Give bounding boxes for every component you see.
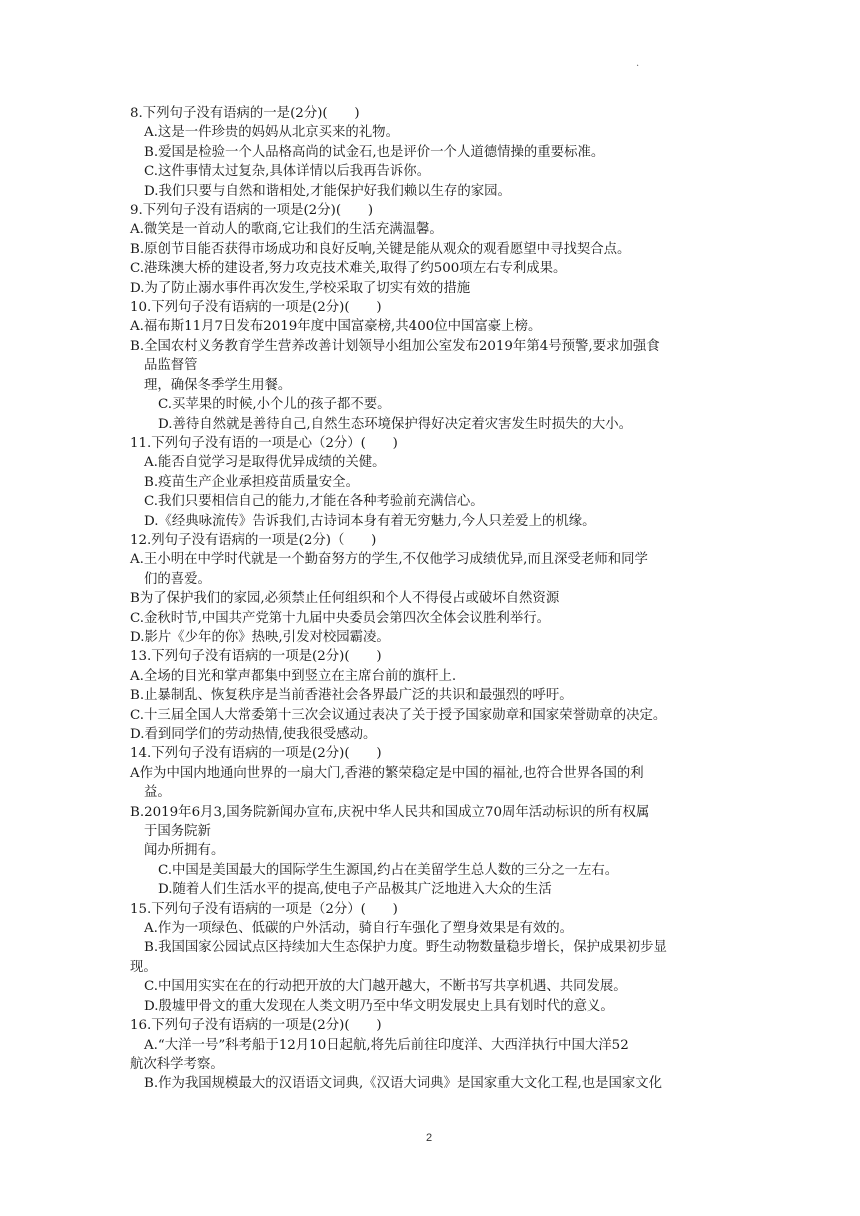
text-line: C.我们只要相信自己的能力,才能在各种考验前充满信心。	[144, 494, 484, 510]
text-line: C.十三届全国人大常委第十三次会议通过表决了关于授予国家勋章和国家荣誉勋章的决定。	[130, 707, 667, 723]
text-line: D.我们只要与自然和谐相处,才能保护好我们赖以生存的家园。	[144, 183, 511, 199]
text-line: A.作为一项绿色、低碳的户外活动，骑自行车强化了塑身效果是有效的。	[144, 921, 574, 937]
text-line: C.中国是美国最大的国际学生生源国,约占在美留学生总人数的三分之一左右。	[158, 862, 619, 878]
text-line: 品监督管	[144, 358, 198, 374]
text-line: 9.下列句子没有语病的一项是(2分)( )	[130, 203, 374, 219]
text-line: A.“大洋一号”科考船于12月10日起航,将先后前往印度洋、大西洋执行中国大洋52	[144, 1037, 629, 1053]
text-line: A.福布斯11月7日发布2019年度中国富豪榜,共400位中国富豪上榜。	[130, 319, 542, 335]
text-line: 闻办所拥有。	[144, 843, 225, 859]
header-mark: .	[636, 58, 640, 69]
text-line: 13.下列句子没有语病的一项是(2分)( )	[130, 649, 382, 665]
text-line: A.这是一件珍贵的妈妈从北京买来的礼物。	[144, 125, 399, 141]
text-line: D.殷墟甲骨文的重大发现在人类文明乃至中华文明发展史上具有划时代的意义。	[144, 998, 614, 1014]
text-line: D.《经典咏流传》告诉我们,古诗词本身有着无穷魅力,今人只差爱上的机缘。	[144, 513, 596, 529]
text-line: 11.下列句子没有语的一项是心（2分）( )	[130, 435, 398, 451]
text-line: D.为了防止溺水事件再次发生,学校采取了切实有效的措施	[130, 280, 471, 296]
text-line: 15.下列句子没有语病的一项是（2分）( )	[130, 901, 398, 917]
text-line: 们的喜爱。	[144, 571, 211, 587]
text-line: B.疫苗生产企业承担疫苗质量安全。	[144, 474, 359, 490]
text-line: 航次科学考察。	[130, 1056, 224, 1072]
text-line: B.止暴制乱、恢复秩序是当前香港社会各界最广泛的共识和最强烈的呼吁。	[130, 688, 573, 704]
text-line: C.买苹果的时候,小个儿的孩子都不要。	[158, 397, 391, 413]
text-line: 理，确保冬季学生用餐。	[144, 377, 292, 393]
text-line: C.金秋时节,中国共产党第十九届中央委员会第四次全体会议胜利举行。	[130, 610, 550, 626]
text-line: 8.下列句子没有语病的一是(2分)( )	[130, 106, 360, 121]
text-line: A.王小明在中学时代就是一个勤奋努方的学生,不仅他学习成绩优异,而且深受老师和同学	[130, 552, 648, 568]
text-line: A作为中国内地通向世界的一扇大门,香港的繁荣稳定是中国的福祉,也符合世界各国的利	[130, 765, 644, 781]
text-line: A.全场的目光和掌声都集中到竖立在主席台前的旗杆上.	[130, 668, 457, 684]
text-line: B.原创节目能否获得市场成功和良好反响,关键是能从观众的观看愿望中寻找契合点。	[130, 241, 631, 257]
text-line: D.影片《少年的你》热映,引发对校园霸凌。	[130, 629, 390, 645]
text-line: A.微笑是一首动人的歌商,它让我们的生活充满温馨。	[130, 222, 443, 238]
question-list	[130, 104, 740, 1094]
text-line: A.能否自觉学习是取得优异成绩的关健。	[144, 455, 386, 471]
text-line: 于国务院新	[144, 824, 211, 840]
text-line: 14.下列句子没有语病的一项是(2分)( )	[130, 746, 382, 762]
text-line: B.2019年6月3,国务院新闻办宣布,庆祝中华人民共和国成立70周年活动标识的所有权属	[130, 804, 650, 820]
text-line: B为了保护我们的家园,必须禁止任何组织和个人不得侵占或破坏自然资源	[130, 591, 560, 607]
text-line: 益。	[144, 785, 171, 801]
text-line: 16.下列句子没有语病的一项是(2分)( )	[130, 1018, 382, 1034]
text-line: D.善待自然就是善待自己,自然生态环境保护得好决定着灾害发生时损失的大小。	[158, 416, 633, 432]
text-line: 现。	[130, 959, 157, 975]
text-line: C.中国用实实在在的行动把开放的大门越开越大，不断书写共享机遇、共同发展。	[144, 979, 627, 995]
text-line: B.我国国家公园试点区持续加大生态保护力度。野生动物数量稳步增长，保护成果初步显	[144, 940, 667, 956]
text-line: C.港珠澳大桥的建设者,努力攻克技术难关,取得了约500项左右专利成果。	[130, 261, 567, 277]
text-line: B.爱国是检验一个人品格高尚的试金石,也是评价一个人道德情操的重要标准。	[144, 144, 605, 160]
text-line: B.全国农村义务教育学生营养改善计划领导小组加公室发布2019年第4号预警,要求加强食	[130, 338, 660, 354]
text-line: 12.列句子没有语病的一项是(2分)（ )	[130, 532, 377, 548]
text-line: 10.下列句子没有语病的一项是(2分)( )	[130, 300, 382, 316]
text-line: C.这件事情太过复杂,具体详情以后我再告诉你。	[144, 164, 431, 180]
text-line: B.作为我国规模最大的汉语语文词典,《汉语大词典》是国家重大文化工程,也是国家文化	[144, 1076, 663, 1092]
text-line: D.随着人们生活水平的提高,使电子产品极其广泛地进入大众的生活	[158, 882, 552, 898]
page-number: 2	[426, 1132, 433, 1144]
text-line: D.看到同学们的劳动热情,使我很受感动。	[130, 727, 377, 742]
